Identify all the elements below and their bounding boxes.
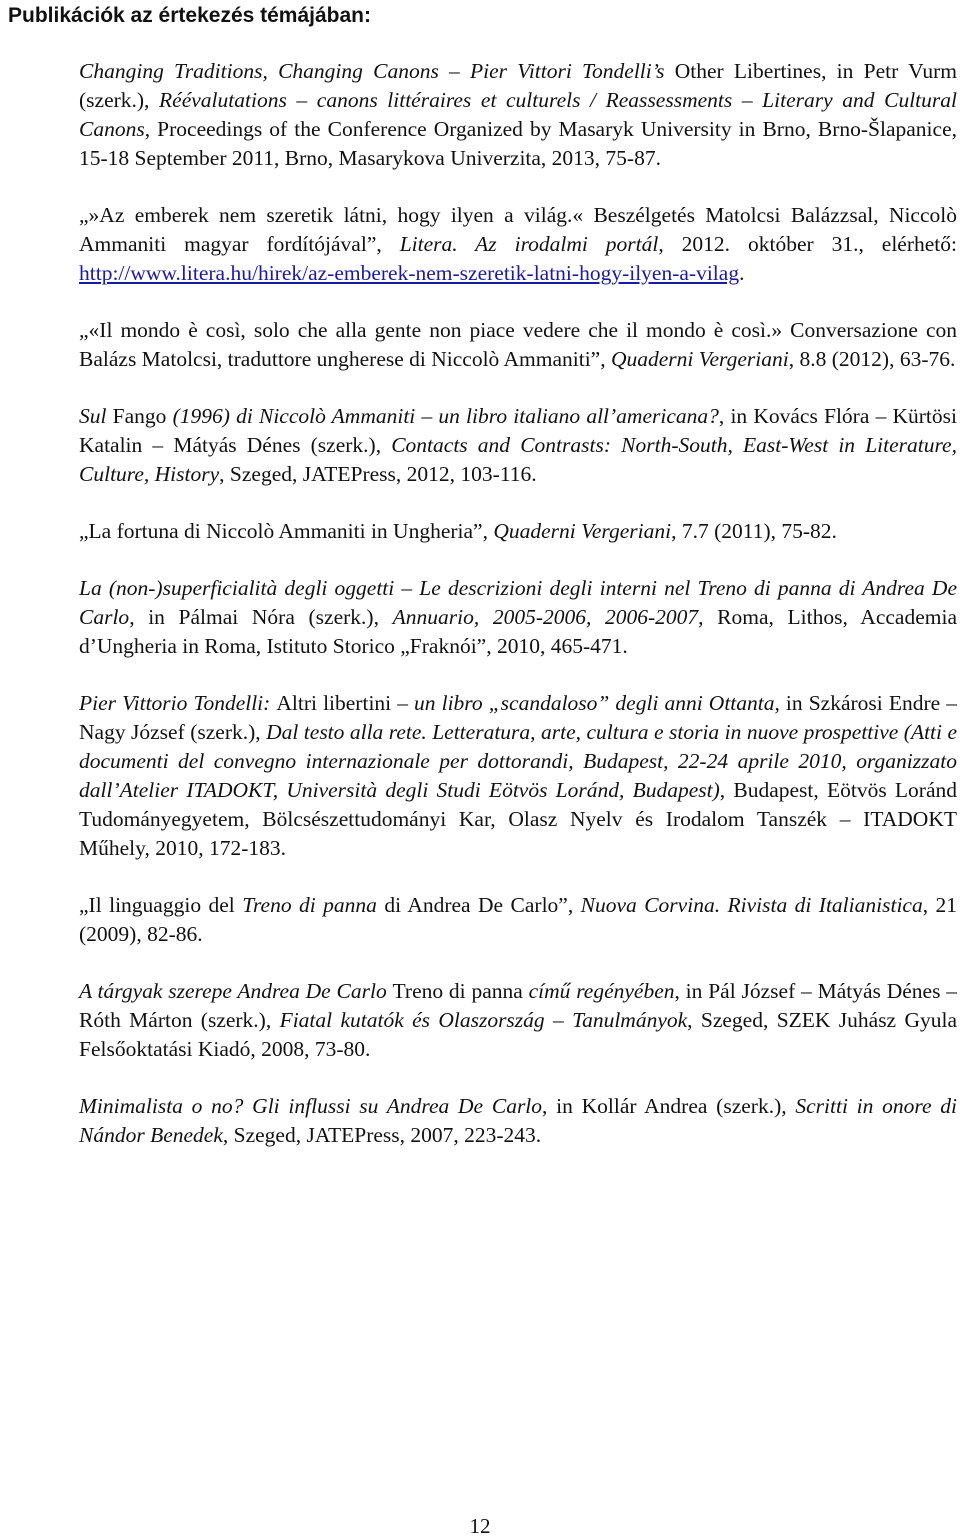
publication-text: „Il linguaggio del — [79, 893, 243, 917]
publication-text: Scritti in onore di Nándor Benedek — [79, 1094, 958, 1147]
publication-text: , Szeged, JATEPress, 2012, 103-116. — [219, 462, 537, 486]
publication-text: Treno di panna — [242, 893, 385, 917]
publication-text: „»Az emberek nem szeretik látni, hogy ilyen a világ.« Beszélgetés Matolcsi Balázzsal, Niccolò Ammaniti magyar fordítójával”, — [79, 203, 957, 256]
publication-text: . — [739, 261, 745, 285]
publication-text: , Proceedings of the Conference Organized by Masaryk University in Brno, Brno-Šlapanice, 15-18 September 2011, Brno, Masarykova Univerzita, 2013, 75-87. — [79, 117, 957, 170]
publication-text: , 2012. október 31., elérhető: — [658, 232, 957, 256]
publication-entry — [79, 891, 957, 949]
page-number: 12 — [469, 1514, 491, 1538]
publication-text: , 21 (2009), 82-86. — [79, 893, 958, 946]
publication-entry — [79, 517, 957, 546]
publication-text: , Szeged, SZEK Juhász Gyula Felsőoktatási Kiadó, 2008, 73-80. — [79, 1008, 957, 1061]
publication-text: Réévalutations – canons littéraires et culturels / Reassessments – Literary and Cultural Canons — [79, 88, 957, 141]
publication-text: Quaderni Vergeriani — [610, 347, 789, 371]
publication-text: – un libro „scandaloso” degli anni Ottanta — [397, 691, 775, 715]
publication-text: , in Szkárosi Endre – Nagy József (szerk.), — [79, 691, 957, 744]
publication-text: (1996) di Niccolò Ammaniti – un libro italiano all’americana? — [172, 404, 719, 428]
publication-text: A tárgyak szerepe Andrea De Carlo — [79, 979, 393, 1003]
publication-text: , in Pálmai Nóra (szerk.), — [129, 605, 393, 629]
publication-entry — [79, 689, 957, 863]
publication-text: Minimalista o no? Gli influssi su Andrea De Carlo — [79, 1094, 543, 1118]
publication-text: Other Libertines, in Petr Vurm (szerk.), — [79, 59, 957, 112]
publication-entry — [79, 57, 957, 173]
publication-text: , Roma, Lithos, Accademia d’Ungheria in Roma, Istituto Storico „Fraknói”, 2010, 465-471. — [79, 605, 957, 658]
publication-entry — [79, 574, 957, 661]
publication-text: Annuario, 2005-2006, 2006-2007 — [392, 605, 699, 629]
publication-text: , Budapest, Eötvös Loránd Tudományegyetem, Bölcsészettudományi Kar, Olasz Nyelv és Irodalom Tanszék – ITADOKT Műhely, 2010, 172-183. — [79, 778, 957, 860]
publication-text: Sul — [79, 404, 113, 428]
publication-text: La (non-)superficialità degli oggetti – Le descrizioni degli interni nel Treno di panna di Andrea De Carlo — [79, 576, 957, 629]
publication-entry — [79, 1092, 957, 1150]
publication-text: „«Il mondo è così, solo che alla gente non piace vedere che il mondo è così.» Conversazione con Balázs Matolcsi, traduttore ungherese di Niccolò Ammaniti”, — [79, 318, 957, 371]
publication-link[interactable]: http://www.litera.hu/hirek/az-emberek-nem-szeretik-latni-hogy-ilyen-a-vilag — [79, 261, 740, 285]
publication-entry — [79, 402, 957, 489]
publication-text: Quaderni Vergeriani — [493, 519, 672, 543]
publication-list — [79, 57, 957, 1178]
section-heading: Publikációk az értekezés témájában: — [8, 4, 371, 27]
publication-text: di Andrea De Carlo”, — [384, 893, 581, 917]
publication-text: Altri libertini — [276, 691, 398, 715]
publication-text: , in Kollár Andrea (szerk.), — [542, 1094, 796, 1118]
publication-entry — [79, 201, 957, 288]
publication-text: Fango — [112, 404, 173, 428]
publication-entry — [79, 977, 957, 1064]
publication-text: , Szeged, JATEPress, 2007, 223-243. — [222, 1123, 542, 1147]
publication-text: Pier Vittorio Tondelli: — [79, 691, 277, 715]
publication-text: Contacts and Contrasts: North-South, East-West in Literature, Culture, History — [79, 433, 957, 486]
publication-text: Nuova Corvina. Rivista di Italianistica — [580, 893, 923, 917]
publication-text: Fiatal kutatók és Olaszország – Tanulmányok — [279, 1008, 688, 1032]
publication-text: Dal testo alla rete. Letteratura, arte, cultura e storia in nuove prospettive (Atti e documenti del convegno internazionale per dottorandi, Budapest, 22-24 aprile 2010, organizzato dall’Atelier ITADOKT, Università degli Studi Eötvös Loránd, Budapest) — [79, 720, 957, 802]
publication-text: , in Pál József – Mátyás Dénes – Róth Márton (szerk.), — [79, 979, 957, 1032]
publication-text: „La fortuna di Niccolò Ammaniti in Ungheria”, — [79, 519, 494, 543]
publication-text: című regényében — [528, 979, 675, 1003]
publication-text: Treno di panna — [392, 979, 529, 1003]
publication-text: , 8.8 (2012), 63-76. — [788, 347, 956, 371]
publication-text: Changing Traditions, Changing Canons – Pier Vittori Tondelli’s — [79, 59, 675, 83]
publication-entry — [79, 316, 957, 374]
publication-text: , in Kovács Flóra – Kürtösi Katalin – Mátyás Dénes (szerk.), — [79, 404, 957, 457]
publication-text: Litera. Az irodalmi portál — [399, 232, 659, 256]
publication-text: , 7.7 (2011), 75-82. — [671, 519, 837, 543]
